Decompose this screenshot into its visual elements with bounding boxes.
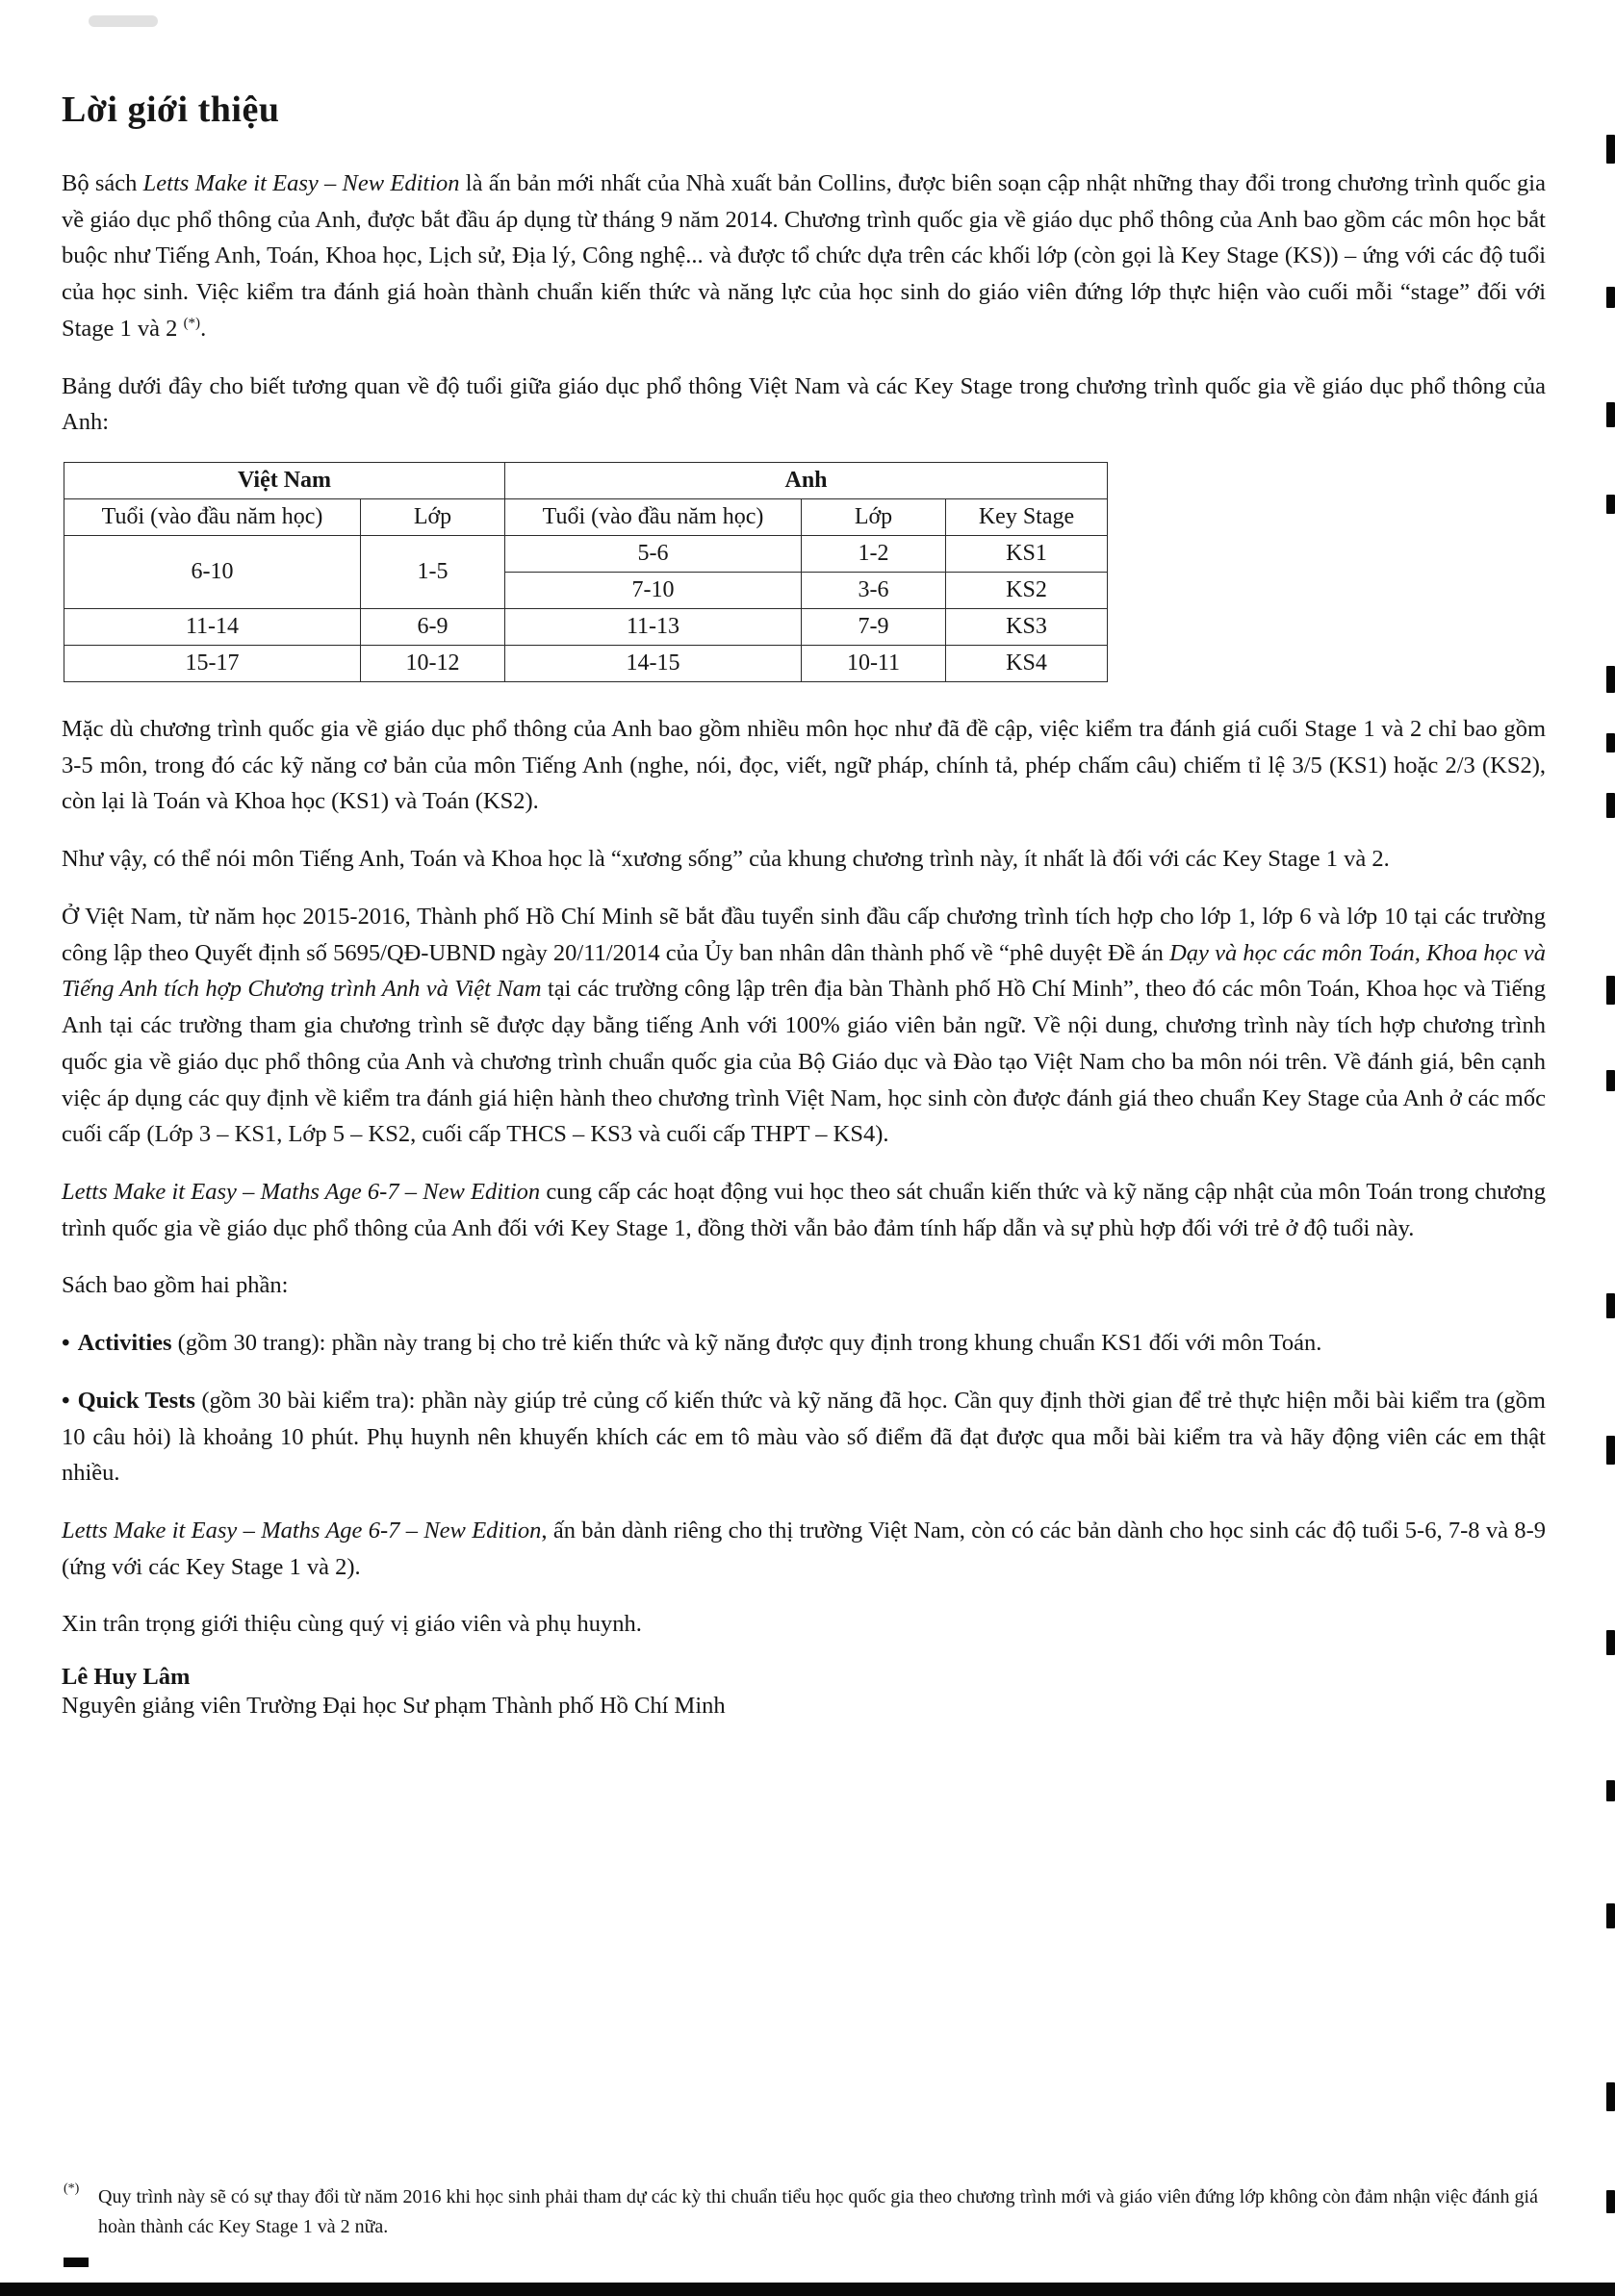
bullet-activities xyxy=(62,1325,1546,1362)
table-cell: 7-9 xyxy=(802,609,946,646)
paragraph-editions xyxy=(62,1513,1546,1585)
table-row xyxy=(64,609,1108,646)
table-cell: 11-14 xyxy=(64,609,361,646)
table-cell: 15-17 xyxy=(64,646,361,682)
paragraph-closing: Xin trân trọng giới thiệu cùng quý vị giáo viên và phụ huynh. xyxy=(62,1611,642,1638)
paragraph-backbone: Như vậy, có thể nói môn Tiếng Anh, Toán và Khoa học là “xương sống” của khung chương trình này, ít nhất là đối với các Key Stage 1 và 2. xyxy=(62,846,1390,873)
page-title: Lời giới thiệu xyxy=(62,89,280,130)
footnote-text: Quy trình này sẽ có sự thay đổi từ năm 2016 khi học sinh phải tham dự các kỳ thi chuẩn tiểu học quốc gia theo chương trình mới và giáo viên đứng lớp không còn đảm nhận việc đánh giá hoàn thành các Key Stage 1 và 2 nữa. xyxy=(98,2186,1538,2237)
footnote xyxy=(64,2182,1538,2242)
paragraph-hcmc-program xyxy=(62,899,1546,1153)
table-cell: 3-6 xyxy=(802,573,946,609)
table-cell: 5-6 xyxy=(505,536,802,573)
bullet-icon: • xyxy=(62,1387,70,1414)
age-comparison-table xyxy=(64,462,1108,682)
text-run: Bộ sách xyxy=(62,170,143,196)
signature-name: Lê Huy Lâm xyxy=(62,1664,191,1691)
table-cell: 10-12 xyxy=(361,646,505,682)
table-header-cell: Lớp xyxy=(802,499,946,536)
table-cell: KS2 xyxy=(946,573,1108,609)
text-run: . xyxy=(200,315,207,342)
table-cell: 6-9 xyxy=(361,609,505,646)
table-header-cell: Key Stage xyxy=(946,499,1108,536)
bullet-quick-tests xyxy=(62,1383,1546,1492)
table-cell: 14-15 xyxy=(505,646,802,682)
series-name: Letts Make it Easy – New Edition xyxy=(142,170,460,196)
text-run: cung cấp các hoạt động vui học theo sát chuẩn kiến thức và kỹ năng cập nhật của môn Toán trong chương trình quốc gia về giáo dục phổ thông của Anh đối với Key Stage 1, đồng thời vẫn bảo đảm tính hấp dẫn và sự phù hợp đối với trẻ ở độ tuổi này. xyxy=(62,1178,1546,1241)
text-run: tại các trường công lập trên địa bàn Thành phố Hồ Chí Minh”, theo đó các môn Toán, Khoa học và Tiếng Anh tại các trường tham gia chương trình sẽ được dạy bằng tiếng Anh với 100% giáo viên bản ngữ. Về nội dung, chương trình này tích hợp chương trình quốc gia về giáo dục phổ thông của Anh và chương trình chuẩn quốc gia của Bộ Giáo dục và Đào tạo Việt Nam cho ba môn nói trên. Về đánh giá, bên cạnh việc áp dụng các quy định về kiểm tra đánh giá hiện hành theo chương trình Việt Nam, học sinh còn được đánh giá theo chuẩn Key Stage của Anh ở các mốc cuối cấp (Lớp 3 – KS1, Lớp 5 – KS2, cuối cấp THCS – KS3 và cuối cấp THPT – KS4). xyxy=(62,976,1546,1148)
text-run: (gồm 30 trang): phần này trang bị cho trẻ kiến thức và kỹ năng được quy định trong khung chuẩn KS1 đối với môn Toán. xyxy=(171,1330,1322,1357)
paragraph-assessment: Mặc dù chương trình quốc gia về giáo dục phổ thông của Anh bao gồm nhiều môn học như đã đề cập, việc kiểm tra đánh giá cuối Stage 1 và 2 chỉ bao gồm 3-5 môn, trong đó các kỹ năng cơ bản của môn Tiếng Anh (nghe, nói, đọc, viết, ngữ pháp, chính tả, phép chấm câu) chiếm tỉ lệ 3/5 (KS1) hoặc 2/3 (KS2), còn lại là Toán và Khoa học (KS1) và Toán (KS2). xyxy=(62,716,1546,815)
paragraph-intro xyxy=(62,166,1546,347)
table-row xyxy=(64,646,1108,682)
table-cell: 11-13 xyxy=(505,609,802,646)
bullet-icon: • xyxy=(62,1330,70,1357)
table-header-anh: Anh xyxy=(505,463,1108,499)
footnote-reference: (*) xyxy=(183,315,201,331)
text-run: Ở Việt Nam, từ năm học 2015-2016, Thành phố Hồ Chí Minh sẽ bắt đầu tuyển sinh đầu cấp chương trình tích hợp cho lớp 1, lớp 6 và lớp 10 tại các trường công lập theo Quyết định số 5695/QĐ-UBND ngày 20/11/2014 của Ủy ban nhân dân thành phố về “phê duyệt Đề án xyxy=(62,903,1546,966)
table-cell: 6-10 xyxy=(64,536,361,609)
table-cell: 1-5 xyxy=(361,536,505,609)
decree-title: Dạy và học các môn Toán, Khoa học và Tiếng Anh tích hợp Chương trình Anh và Việt Nam xyxy=(62,939,1547,1003)
table-row xyxy=(64,536,1108,573)
paragraph-two-parts: Sách bao gồm hai phần: xyxy=(62,1272,289,1299)
series-name: Letts Make it Easy – Maths Age 6-7 – New Edition xyxy=(62,1517,542,1543)
table-header-vietnam: Việt Nam xyxy=(64,463,505,499)
table-cell: KS3 xyxy=(946,609,1108,646)
series-name: Letts Make it Easy – Maths Age 6-7 – New Edition xyxy=(62,1178,541,1205)
paragraph-table-intro: Bảng dưới đây cho biết tương quan về độ tuổi giữa giáo dục phổ thông Việt Nam và các Key Stage trong chương trình quốc gia về giáo dục phổ thông của Anh: xyxy=(62,372,1546,436)
table-header-cell: Tuổi (vào đầu năm học) xyxy=(64,499,361,536)
table-column-header-row xyxy=(64,499,1108,536)
table-header-cell: Lớp xyxy=(361,499,505,536)
table-cell: 7-10 xyxy=(505,573,802,609)
table-cell: KS4 xyxy=(946,646,1108,682)
bullet-label: Activities xyxy=(77,1330,172,1357)
text-run: là ấn bản mới nhất của Nhà xuất bản Collins, được biên soạn cập nhật những thay đổi trong chương trình quốc gia về giáo dục phổ thông của Anh, được bắt đầu áp dụng từ tháng 9 năm 2014. Chương trình quốc gia về giáo dục phổ thông của Anh bao gồm các môn học bắt buộc như Tiếng Anh, Toán, Khoa học, Lịch sử, Địa lý, Công nghệ... và được tổ chức dựa trên các khối lớp (còn gọi là Key Stage (KS)) – ứng với các độ tuổi của học sinh. Việc kiểm tra đánh giá hoàn thành chuẩn kiến thức và năng lực của học sinh do giáo viên đứng lớp thực hiện vào cuối mỗi “stage” đối với Stage 1 và 2 xyxy=(62,170,1546,342)
text-run: (gồm 30 bài kiểm tra): phần này giúp trẻ củng cố kiến thức và kỹ năng đã học. Cần quy định thời gian để trẻ thực hiện mỗi bài kiểm tra (gồm 10 câu hỏi) là khoảng 10 phút. Phụ huynh nên khuyến khích các em tô màu vào số điểm đã đạt được qua mỗi bài kiểm tra và hãy động viên các em thật nhiều. xyxy=(62,1387,1546,1487)
table-cell: 1-2 xyxy=(802,536,946,573)
signature-role: Nguyên giảng viên Trường Đại học Sư phạm Thành phố Hồ Chí Minh xyxy=(62,1693,726,1720)
paragraph-book-description xyxy=(62,1174,1546,1246)
table-cell: 10-11 xyxy=(802,646,946,682)
text-run: , ấn bản dành riêng cho thị trường Việt Nam, còn có các bản dành cho học sinh các độ tuổi 5-6, 7-8 và 8-9 (ứng với các Key Stage 1 và 2). xyxy=(62,1517,1547,1580)
table-header-cell: Tuổi (vào đầu năm học) xyxy=(505,499,802,536)
table-cell: KS1 xyxy=(946,536,1108,573)
table-group-header-row xyxy=(64,463,1108,499)
bullet-label: Quick Tests xyxy=(77,1387,195,1414)
footnote-marker: (*) xyxy=(64,2181,80,2196)
